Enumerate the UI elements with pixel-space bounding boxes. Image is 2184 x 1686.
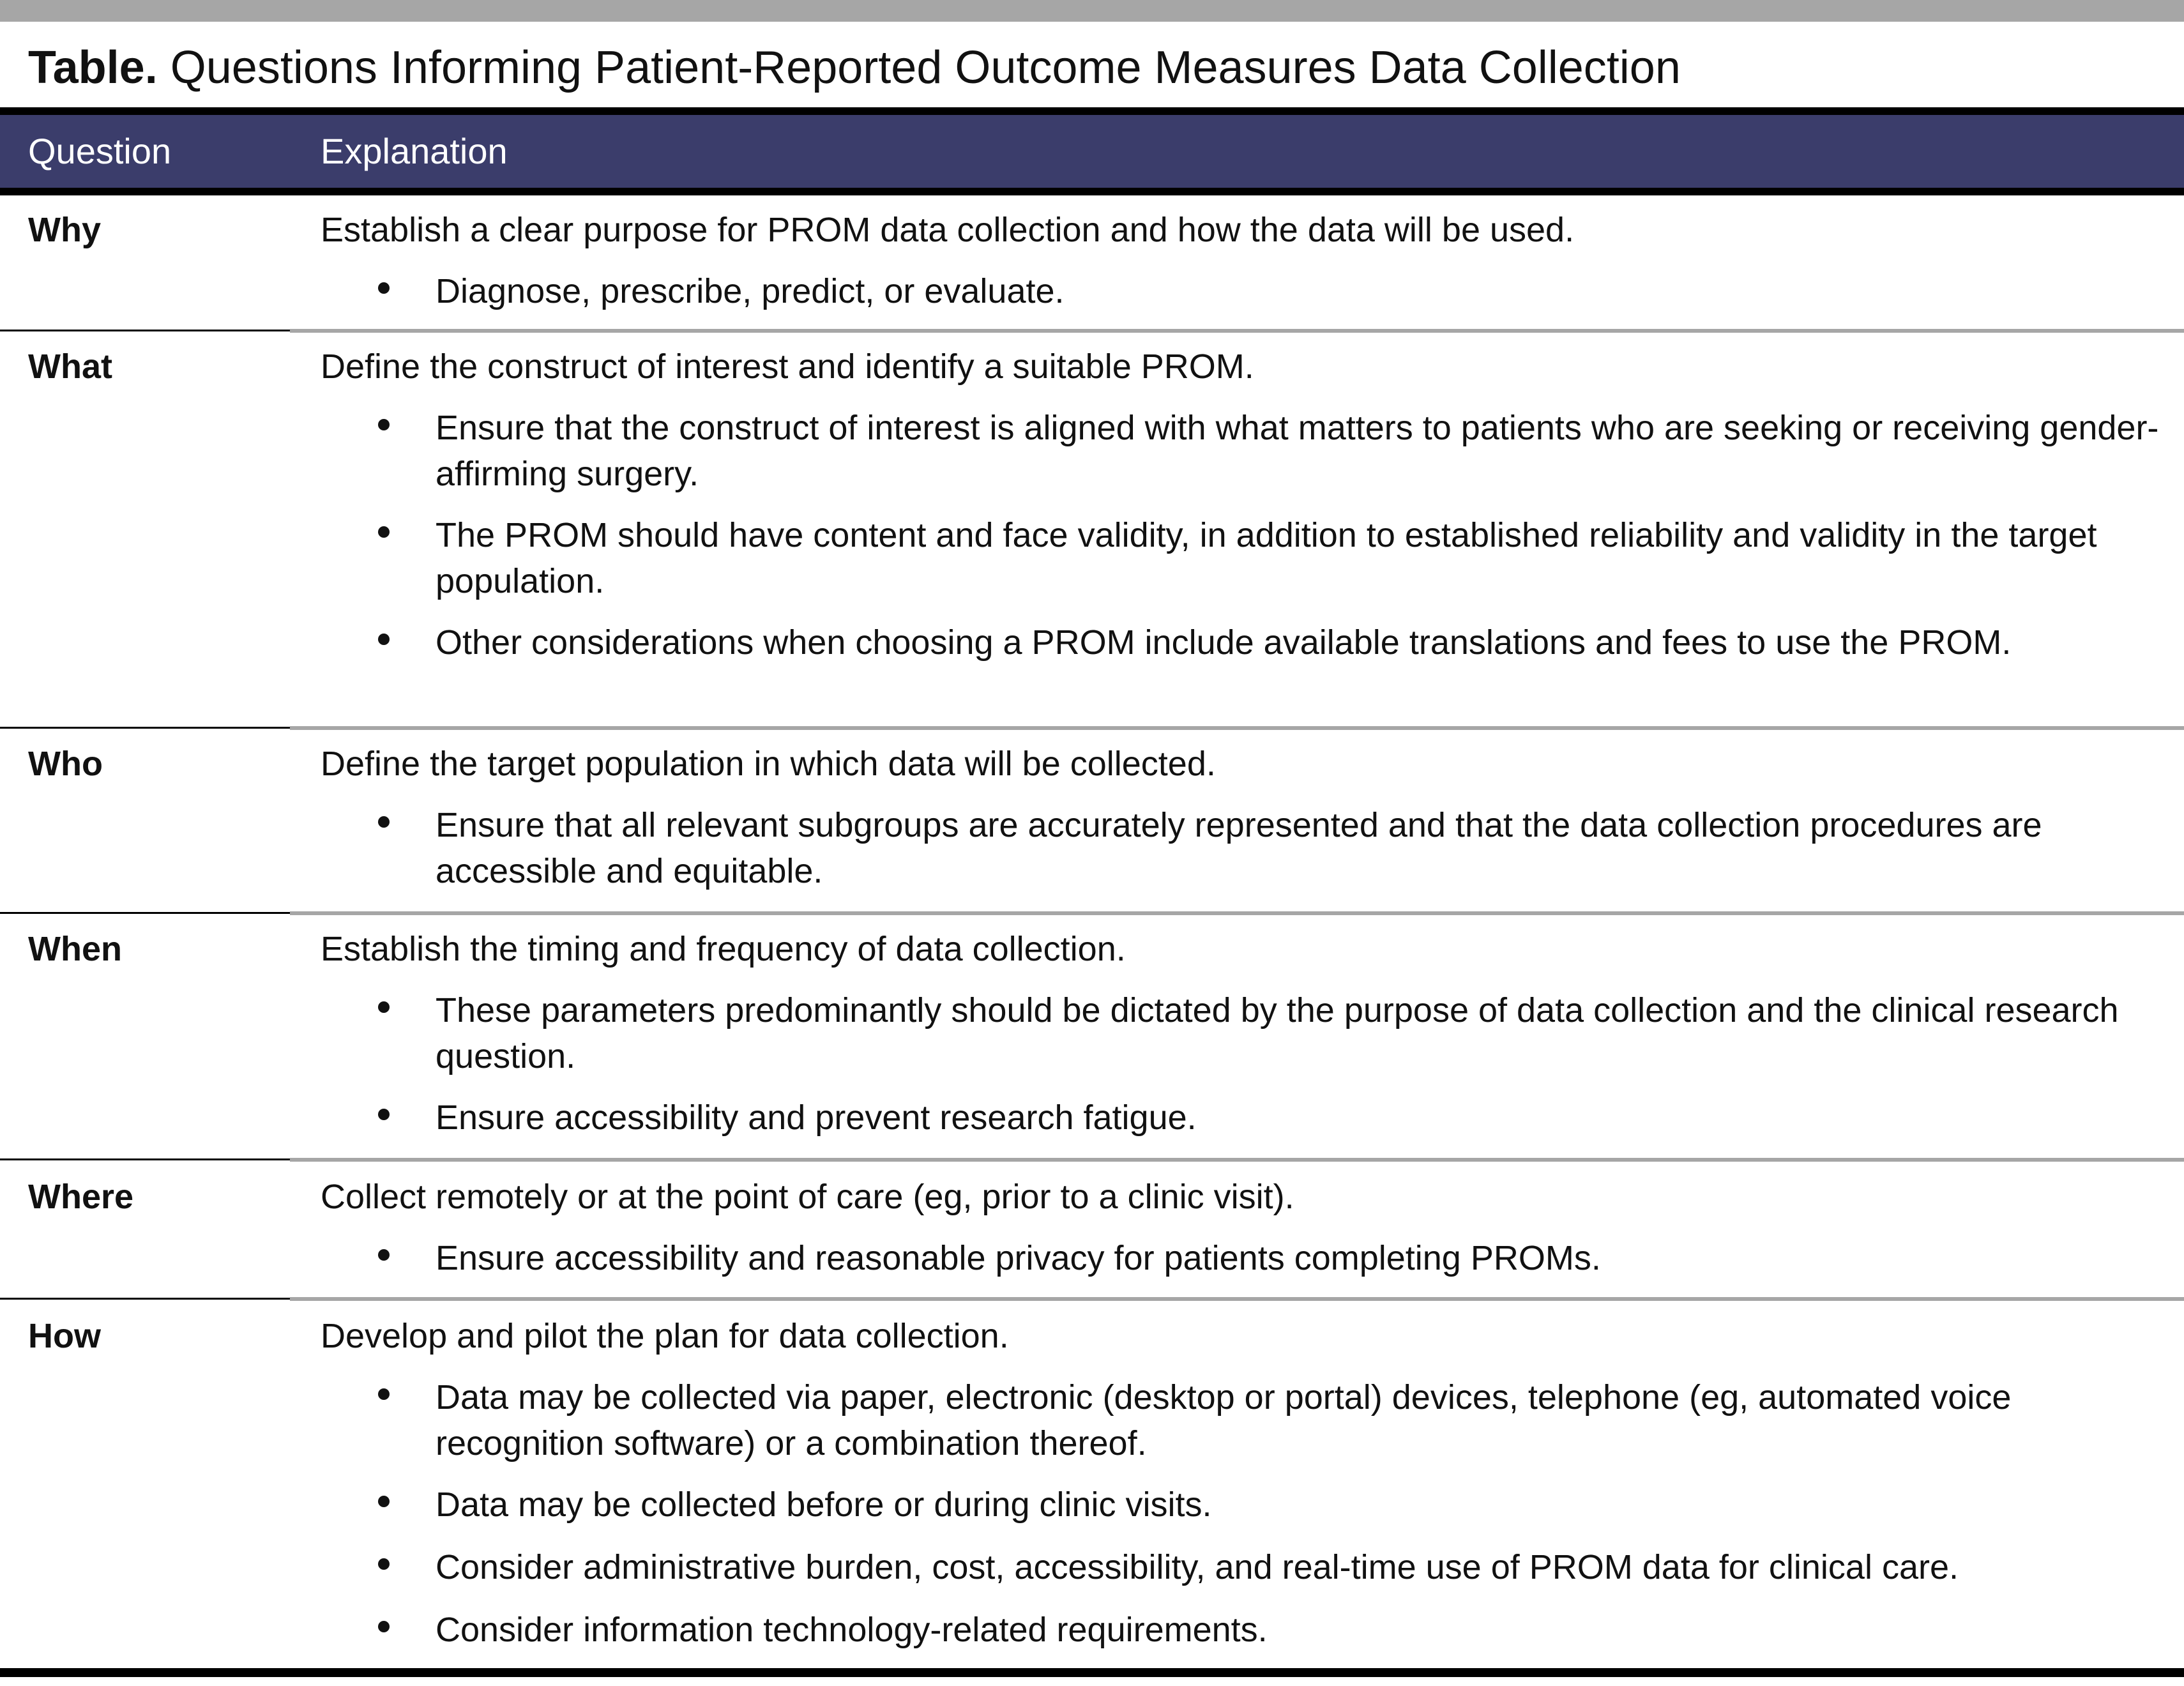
bullet-icon xyxy=(378,1558,390,1570)
row-lead: Define the target population in which data will be collected. xyxy=(321,745,1216,783)
caption-label: Table. xyxy=(28,42,158,93)
top-rule xyxy=(0,107,2184,115)
bottom-rule xyxy=(0,1668,2184,1677)
bullet-icon xyxy=(378,1249,390,1261)
bullet-icon xyxy=(378,1496,390,1507)
header-explanation: Explanation xyxy=(321,131,508,171)
row-divider xyxy=(0,330,290,331)
row-question: How xyxy=(28,1317,101,1355)
bullet-text: Ensure that all relevant subgroups are accurately represented and that the data collection procedures are accessible and equitable. xyxy=(436,806,2042,890)
bullet-icon xyxy=(378,419,390,430)
bullet-icon xyxy=(378,526,390,538)
row-lead: Establish a clear purpose for PROM data collection and how the data will be used. xyxy=(321,211,1575,249)
row-divider xyxy=(290,911,2184,915)
row-question: Why xyxy=(28,211,101,249)
row-divider xyxy=(290,1158,2184,1162)
table-row-where xyxy=(0,1162,2184,1298)
table-row-why xyxy=(0,195,2184,330)
bullet-icon xyxy=(378,1388,390,1400)
row-question: What xyxy=(28,347,112,386)
bullet-icon xyxy=(378,634,390,645)
bullet-icon xyxy=(378,282,390,294)
row-divider xyxy=(290,1297,2184,1301)
table-row-who xyxy=(0,731,2184,912)
bullet-text: Ensure that the construct of interest is aligned with what matters to patients who are seeking or receiving gender-affirming surgery. xyxy=(436,409,2159,493)
bullet-icon xyxy=(378,1621,390,1632)
bullet-text: Diagnose, prescribe, predict, or evaluate. xyxy=(436,272,1065,310)
bullet-text: The PROM should have content and face validity, in addition to established reliability and validity in the target population. xyxy=(436,516,2097,600)
top-band xyxy=(0,0,2184,22)
row-lead: Collect remotely or at the point of care (eg, prior to a clinic visit). xyxy=(321,1178,1294,1216)
bullet-text: Data may be collected via paper, electronic (desktop or portal) devices, telephone (eg, automated voice recognition software) or a combination thereof. xyxy=(436,1378,2012,1462)
bullet-text: Other considerations when choosing a PROM include available translations and fees to use the PROM. xyxy=(436,623,2012,662)
row-question: When xyxy=(28,930,122,968)
bullet-icon xyxy=(378,1001,390,1013)
table-row-what xyxy=(0,333,2184,727)
caption-title: Questions Informing Patient-Reported Outcome Measures Data Collection xyxy=(170,42,1681,93)
table-caption xyxy=(28,41,1681,95)
table-row-how xyxy=(0,1302,2184,1668)
bullet-icon xyxy=(378,1109,390,1120)
bullet-text: Ensure accessibility and reasonable privacy for patients completing PROMs. xyxy=(436,1239,1601,1277)
bullet-text: These parameters predominantly should be dictated by the purpose of data collection and the clinical research question. xyxy=(436,991,2119,1075)
row-lead: Define the construct of interest and identify a suitable PROM. xyxy=(321,347,1254,386)
row-divider xyxy=(0,912,290,914)
row-question: Who xyxy=(28,745,103,783)
row-divider xyxy=(290,726,2184,730)
bullet-text: Data may be collected before or during clinic visits. xyxy=(436,1485,1212,1524)
bullet-text: Consider information technology-related requirements. xyxy=(436,1611,1268,1649)
header-question: Question xyxy=(28,131,172,171)
bullet-icon xyxy=(378,816,390,828)
row-lead: Establish the timing and frequency of data collection. xyxy=(321,930,1126,968)
header-rule xyxy=(0,188,2184,195)
row-question: Where xyxy=(28,1178,134,1216)
table-header xyxy=(0,115,2184,188)
row-divider xyxy=(0,1158,290,1160)
bullet-text: Consider administrative burden, cost, accessibility, and real-time use of PROM data for clinical care. xyxy=(436,1548,1959,1586)
row-divider xyxy=(290,329,2184,333)
row-lead: Develop and pilot the plan for data collection. xyxy=(321,1317,1009,1355)
table-row-when xyxy=(0,916,2184,1158)
row-divider xyxy=(0,727,290,729)
row-divider xyxy=(0,1298,290,1300)
bullet-text: Ensure accessibility and prevent research fatigue. xyxy=(436,1098,1197,1137)
